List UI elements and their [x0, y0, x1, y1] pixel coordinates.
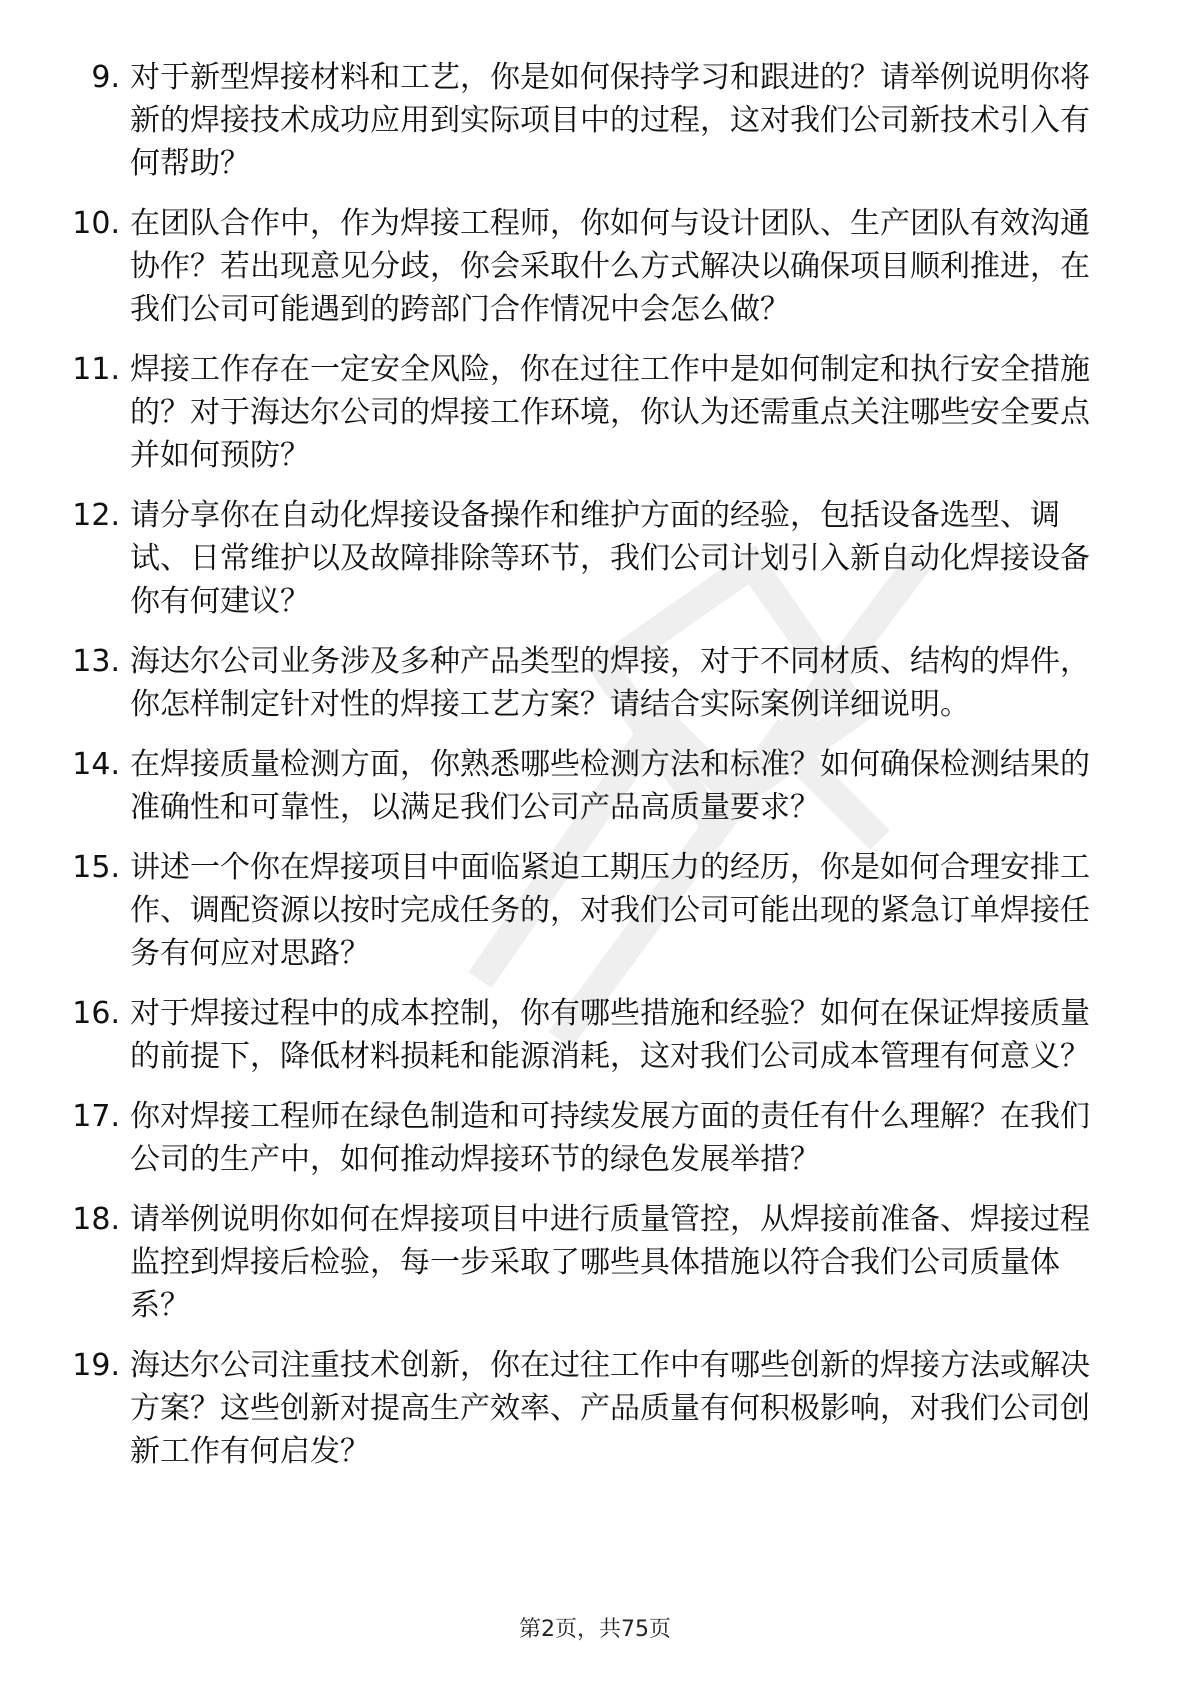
question-text: 请分享你在自动化焊接设备操作和维护方面的经验，包括设备选型、调试、日常维护以及故障排除等环节，我们公司计划引入新自动化焊接设备你有何建议？ — [130, 498, 1090, 619]
question-number: 19. — [72, 1348, 120, 1383]
question-item — [62, 1344, 1112, 1473]
question-text: 对于新型焊接材料和工艺，你是如何保持学习和跟进的？请举例说明你将新的焊接技术成功应用到实际项目中的过程，这对我们公司新技术引入有何帮助？ — [130, 60, 1090, 181]
question-number: 17. — [72, 1099, 120, 1134]
question-text: 焊接工作存在一定安全风险，你在过往工作中是如何制定和执行安全措施的？对于海达尔公司的焊接工作环境，你认为还需重点关注哪些安全要点并如何预防？ — [130, 352, 1090, 473]
question-number: 14. — [72, 747, 120, 782]
question-item — [62, 56, 1112, 185]
question-item — [62, 494, 1112, 623]
question-text: 海达尔公司业务涉及多种产品类型的焊接，对于不同材质、结构的焊件，你怎样制定针对性的焊接工艺方案？请结合实际案例详细说明。 — [130, 644, 1090, 722]
question-number: 10. — [72, 206, 120, 241]
question-number: 11. — [72, 352, 120, 387]
question-item — [62, 743, 1112, 829]
question-item — [62, 1198, 1112, 1327]
question-text: 讲述一个你在焊接项目中面临紧迫工期压力的经历，你是如何合理安排工作、调配资源以按时完成任务的，对我们公司可能出现的紧急订单焊接任务有何应对思路？ — [130, 850, 1090, 971]
question-text: 在团队合作中，作为焊接工程师，你如何与设计团队、生产团队有效沟通协作？若出现意见分歧，你会采取什么方式解决以确保项目顺利推进，在我们公司可能遇到的跨部门合作情况中会怎么做？ — [130, 206, 1090, 327]
question-number: 16. — [72, 996, 120, 1031]
question-item — [62, 992, 1112, 1078]
question-text: 请举例说明你如何在焊接项目中进行质量管控，从焊接前准备、焊接过程监控到焊接后检验，每一步采取了哪些具体措施以符合我们公司质量体系？ — [130, 1202, 1090, 1323]
question-text: 对于焊接过程中的成本控制，你有哪些措施和经验？如何在保证焊接质量的前提下，降低材料损耗和能源消耗，这对我们公司成本管理有何意义？ — [130, 996, 1090, 1074]
question-item — [62, 1095, 1112, 1181]
question-item — [62, 846, 1112, 975]
question-number: 9. — [91, 60, 120, 95]
question-item — [62, 202, 1112, 331]
question-item — [62, 640, 1112, 726]
page-footer: 第2页，共75页 — [519, 1617, 671, 1642]
question-number: 12. — [72, 498, 120, 533]
question-text: 在焊接质量检测方面，你熟悉哪些检测方法和标准？如何确保检测结果的准确性和可靠性，以满足我们公司产品高质量要求？ — [130, 747, 1090, 825]
question-number: 15. — [72, 850, 120, 885]
question-number: 13. — [72, 644, 120, 679]
question-text: 海达尔公司注重技术创新，你在过往工作中有哪些创新的焊接方法或解决方案？这些创新对提高生产效率、产品质量有何积极影响，对我们公司创新工作有何启发？ — [130, 1348, 1090, 1469]
question-text: 你对焊接工程师在绿色制造和可持续发展方面的责任有什么理解？在我们公司的生产中，如何推动焊接环节的绿色发展举措？ — [130, 1099, 1090, 1177]
question-item — [62, 348, 1112, 477]
question-list — [62, 56, 1112, 1490]
question-number: 18. — [72, 1202, 120, 1237]
